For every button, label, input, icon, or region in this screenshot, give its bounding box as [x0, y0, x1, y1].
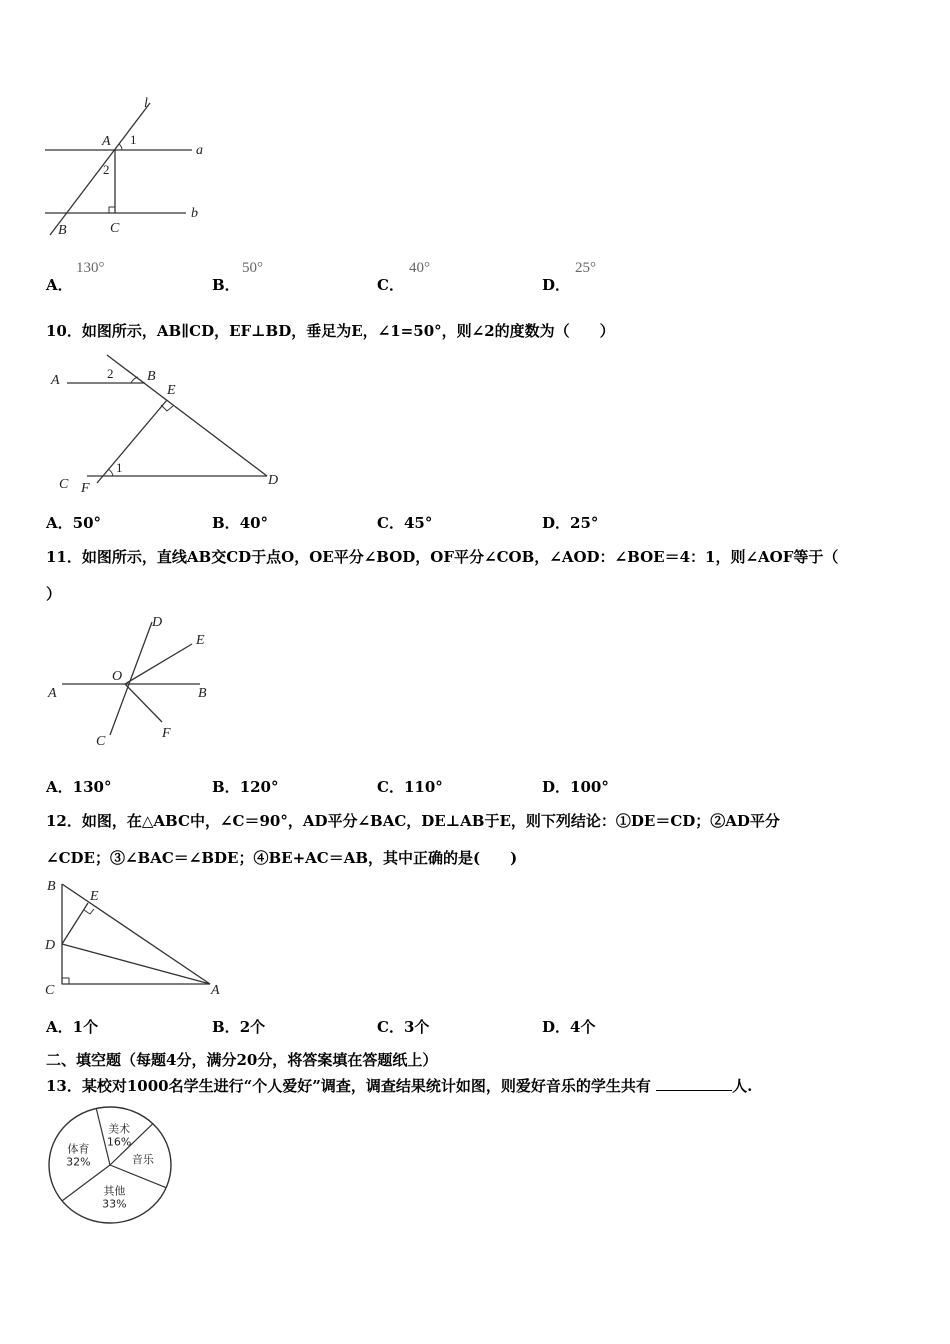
- pie-slice-value: 16%: [106, 1135, 132, 1149]
- q12-stem-line2: ∠CDE；③∠BAC＝∠BDE；④BE+AC＝AB，其中正确的是( ): [46, 849, 518, 867]
- q11-label-F: F: [162, 726, 171, 741]
- q10-option-c: C．45°: [377, 514, 433, 532]
- q11-label-D: D: [152, 615, 163, 630]
- q9-label-l: l: [144, 96, 148, 111]
- q12-option-a: A．1个: [46, 1018, 99, 1036]
- q9-label-B: B: [58, 223, 67, 238]
- section2-title: 二、填空题（每题4分，满分20分，将答案填在答题纸上）: [46, 1051, 438, 1069]
- q9-option-b-value: 50°: [242, 260, 263, 276]
- q10-label-E: E: [167, 383, 176, 398]
- q10-label-A: A: [51, 373, 60, 388]
- q11-label-B: B: [198, 686, 207, 701]
- q9-option-d-value: 25°: [575, 260, 596, 276]
- q11-label-A: A: [48, 686, 57, 701]
- q10-label-F: F: [81, 481, 90, 496]
- pie-slice-label: 美术: [108, 1122, 131, 1136]
- q12-option-d: D．4个: [542, 1018, 596, 1036]
- q12-stem-line1: 12．如图，在△ABC中，∠C＝90°，AD平分∠BAC，DE⊥AB于E，则下列结论：①DE＝CD；②AD平分: [46, 812, 780, 830]
- q10-angle-1: 1: [116, 460, 123, 475]
- q13-stem-before: 13．某校对1000名学生进行“个人爱好”调查，调查结果统计如图，则爱好音乐的学生共有: [46, 1077, 651, 1095]
- q9-angle-1: 1: [130, 132, 137, 147]
- q9-figure: [40, 95, 220, 245]
- q9-option-a-value: 130°: [76, 260, 105, 276]
- q10-option-b: B．40°: [212, 514, 269, 532]
- q11-option-d: D．100°: [542, 778, 609, 796]
- q12-label-E: E: [90, 889, 99, 904]
- q13-stem-after: 人.: [732, 1077, 753, 1095]
- pie-slice-label: 体育: [67, 1142, 90, 1156]
- pie-slice-label: 其他: [103, 1184, 126, 1198]
- q9-option-c-letter: C．: [377, 276, 404, 294]
- q9-label-A: A: [102, 134, 111, 149]
- q9-option-c-value: 40°: [409, 260, 430, 276]
- q11-stem-line1: 11．如图所示，直线AB交CD于点O，OE平分∠BOD，OF平分∠COB，∠AOD：∠BOE＝4：1，则∠AOF等于（: [46, 548, 839, 566]
- q10-figure: [45, 350, 295, 500]
- q13-stem: [46, 1075, 752, 1096]
- q10-label-C: C: [59, 477, 69, 492]
- pie-slice-label: 音乐: [131, 1152, 154, 1166]
- q11-label-O: O: [112, 669, 123, 684]
- q12-figure: [40, 872, 240, 1002]
- q11-label-C: C: [96, 734, 106, 749]
- q12-label-A: A: [211, 983, 220, 998]
- q9-label-C: C: [110, 221, 120, 236]
- q9-label-b: b: [191, 206, 198, 221]
- q13-answer-blank[interactable]: [656, 1078, 732, 1091]
- q12-label-C: C: [45, 983, 55, 998]
- q11-option-c: C．110°: [377, 778, 443, 796]
- q13-pie-chart: [45, 1102, 180, 1230]
- pie-slice-value: 32%: [66, 1155, 91, 1169]
- q10-label-D: D: [268, 473, 279, 488]
- q10-option-a: A．50°: [46, 514, 102, 532]
- q11-label-E: E: [196, 633, 205, 648]
- q10-stem: 10．如图所示，AB∥CD，EF⊥BD，垂足为E，∠1=50°，则∠2的度数为（ ）: [46, 322, 615, 340]
- pie-slice-value: 33%: [102, 1197, 127, 1211]
- q11-figure: [40, 610, 230, 755]
- q9-option-a-letter: A．: [46, 276, 73, 294]
- q9-angle-2: 2: [103, 162, 110, 177]
- q12-label-D: D: [45, 938, 56, 953]
- q11-option-b: B．120°: [212, 778, 279, 796]
- q9-option-b-letter: B．: [212, 276, 240, 294]
- q10-label-B: B: [147, 369, 156, 384]
- q9-label-a: a: [196, 143, 203, 158]
- q11-stem-line2: ）: [46, 585, 62, 603]
- q12-option-c: C．3个: [377, 1018, 430, 1036]
- q12-option-b: B．2个: [212, 1018, 266, 1036]
- q10-option-d: D．25°: [542, 514, 599, 532]
- q11-option-a: A．130°: [46, 778, 112, 796]
- q10-angle-2: 2: [107, 366, 114, 381]
- q9-option-d-letter: D．: [542, 276, 571, 294]
- q12-label-B: B: [47, 879, 56, 894]
